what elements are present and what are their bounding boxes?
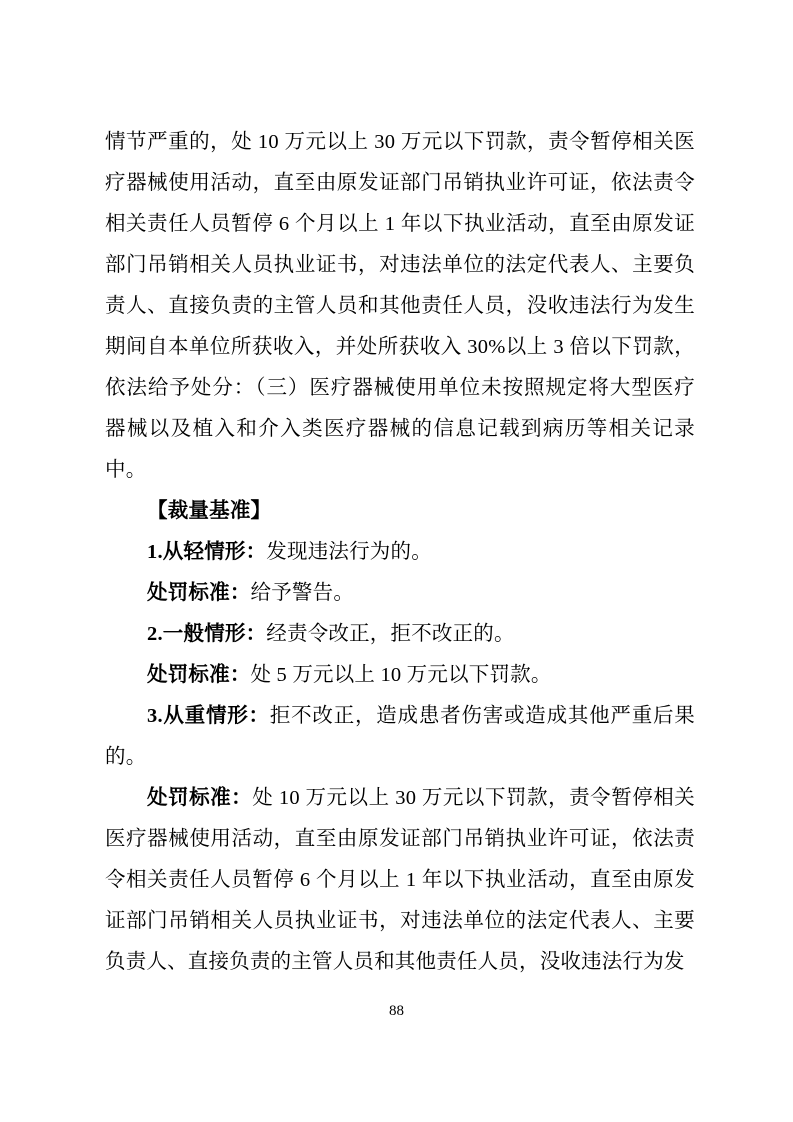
clause-item: [105, 655, 695, 696]
page-number: 88: [389, 1003, 404, 1019]
clause-text: 处 5 万元以上 10 万元以下罚款。: [250, 664, 552, 686]
clause-label: 3.从重情形：: [147, 705, 270, 727]
clause-text: 拒不改正，造成患者伤害或造成其他严重后果的。: [105, 705, 696, 768]
clause-item: [105, 532, 695, 573]
clause-label: 2.一般情形：: [147, 623, 267, 645]
clause-item: [105, 614, 695, 655]
clause-label: 处罚标准：: [147, 787, 253, 809]
clause-text: 发现违法行为的。: [266, 541, 432, 563]
body-paragraph: 情节严重的，处 10 万元以上 30 万元以下罚款，责令暂停相关医疗器械使用活动，直至由原发证部门吊销执业许可证，依法责令相关责任人员暂停 6 个月以上 1 年以下执业活动，直至由原发证部门吊销相关人员执业证书，对违法单位的法定代表人、主要负责人、直接负责的主管人员和其他责任人员，没收违法行为发生期间自本单位所获收入，并处所获收入 30%以上 3 倍以下罚款，依法给予处分：（三）医疗器械使用单位未按照规定将大型医疗器械以及植入和介入类医疗器械的信息记载到病历等相关记录中。: [105, 131, 695, 481]
clause-label: 1.从轻情形：: [147, 541, 267, 563]
page-content: [105, 122, 695, 983]
clause-item: [105, 573, 695, 614]
clause-item: [105, 696, 695, 778]
clause-text: 给予警告。: [250, 582, 355, 604]
section-heading: 【裁量基准】: [147, 500, 272, 522]
clause-label: 处罚标准：: [147, 582, 251, 604]
clause-text: 经责令改正，拒不改正的。: [266, 623, 515, 645]
clause-text: 处 10 万元以上 30 万元以下罚款，责令暂停相关医疗器械使用活动，直至由原发证部门吊销执业许可证，依法责令相关责任人员暂停 6 个月以上 1 年以下执业活动，直至由原发证部门吊销相关人员执业证书，对违法单位的法定代表人、主要负责人、直接负责的主管人员和其他责任人员，没收违法行为发: [105, 787, 696, 973]
clause-label: 处罚标准：: [147, 664, 251, 686]
clause-item: [105, 778, 695, 983]
